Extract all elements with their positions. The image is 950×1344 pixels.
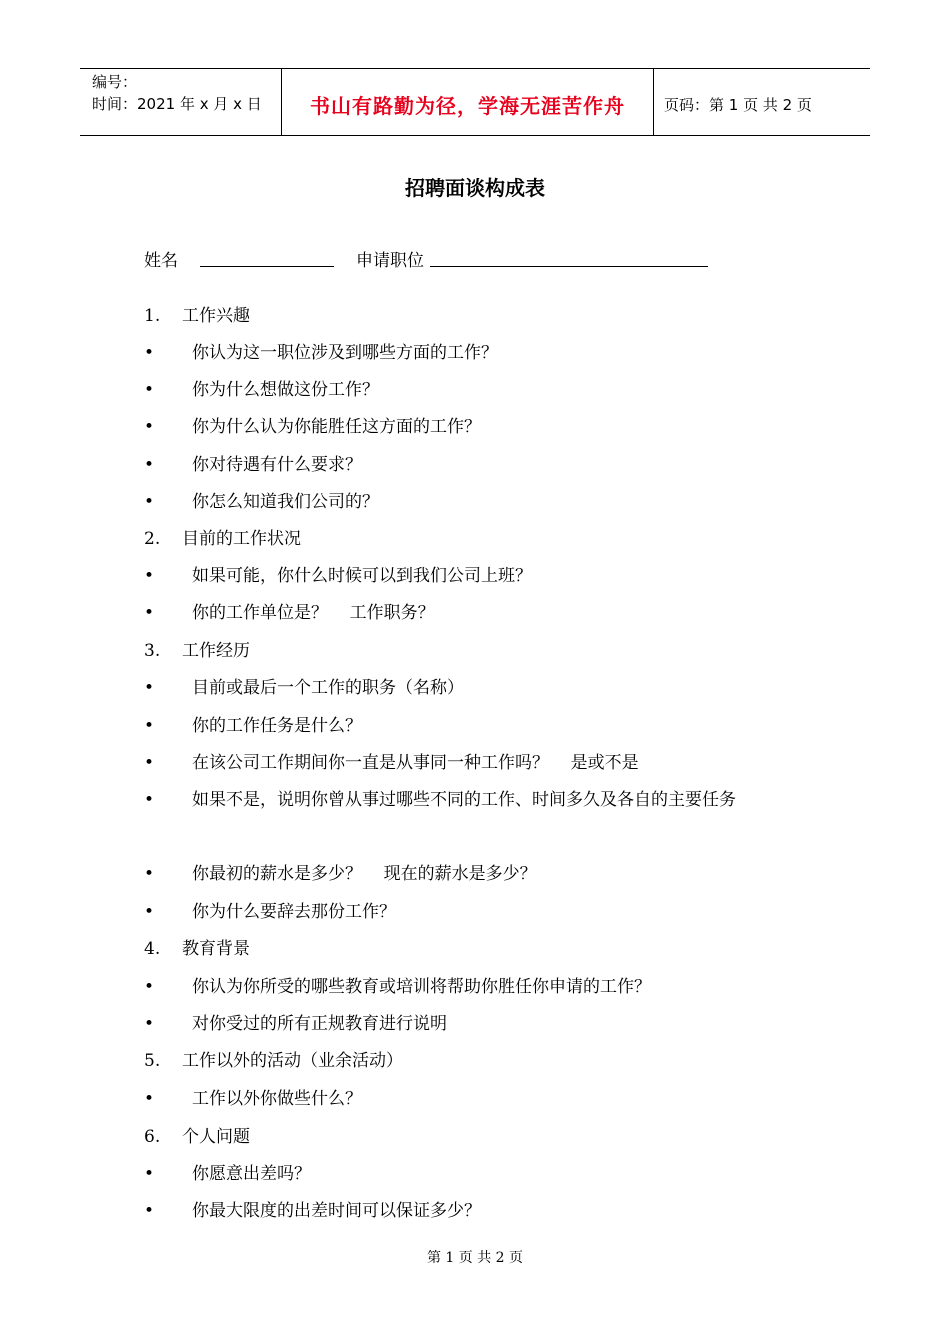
question-text: 你认为你所受的哪些教育或培训将帮助你胜任你申请的工作？ xyxy=(192,977,651,997)
question-text: 你的工作单位是？ 工作职务？ xyxy=(192,603,435,623)
header-meta-cell xyxy=(80,69,282,135)
bullet-icon: • xyxy=(144,1089,155,1109)
section-title: 工作以外的活动（业余活动） xyxy=(182,1051,403,1071)
bullet-icon: • xyxy=(144,492,155,512)
bullet-icon: • xyxy=(144,343,155,363)
question-text: 你怎么知道我们公司的？ xyxy=(192,492,379,512)
question-text: 如果可能，你什么时候可以到我们公司上班？ xyxy=(192,566,532,586)
question-item xyxy=(144,751,639,775)
question-item xyxy=(144,341,498,365)
bullet-icon: • xyxy=(144,1201,155,1221)
question-text: 你为什么想做这份工作？ xyxy=(192,380,379,400)
question-text: 你对待遇有什么要求？ xyxy=(192,455,362,475)
section-title: 工作兴趣 xyxy=(182,306,250,326)
header-motto: 书山有路勤为径，学海无涯苦作舟 xyxy=(310,93,625,118)
section-heading xyxy=(144,527,301,551)
bullet-icon: • xyxy=(144,716,155,736)
question-item xyxy=(144,490,379,514)
name-blank xyxy=(200,266,334,267)
section-title: 个人问题 xyxy=(182,1127,250,1147)
question-item xyxy=(144,788,736,812)
bullet-icon: • xyxy=(144,790,155,810)
header-time: 时间：2021 年 x 月 x 日 xyxy=(92,95,262,113)
question-item xyxy=(144,862,537,886)
question-item xyxy=(144,601,435,625)
question-text: 在该公司工作期间你一直是从事同一种工作吗？ 是或不是 xyxy=(192,753,639,773)
section-number: 6. xyxy=(144,1127,161,1147)
section-heading xyxy=(144,1125,250,1149)
question-text: 你的工作任务是什么？ xyxy=(192,716,362,736)
header-number: 编号： xyxy=(92,73,138,91)
section-title: 教育背景 xyxy=(182,939,250,959)
name-label: 姓名 xyxy=(144,251,178,271)
question-item xyxy=(144,1012,447,1036)
question-item xyxy=(144,1199,481,1223)
question-item xyxy=(144,378,379,402)
position-label: 申请职位 xyxy=(356,251,424,271)
section-number: 1. xyxy=(144,306,161,326)
header-page-number: 页码：第 1 页 共 2 页 xyxy=(664,95,812,114)
question-text: 你认为这一职位涉及到哪些方面的工作？ xyxy=(192,343,498,363)
question-item xyxy=(144,415,481,439)
section-heading xyxy=(144,937,250,961)
bullet-icon: • xyxy=(144,417,155,437)
bullet-icon: • xyxy=(144,380,155,400)
section-title: 目前的工作状况 xyxy=(182,529,301,549)
section-number: 2. xyxy=(144,529,161,549)
bullet-icon: • xyxy=(144,753,155,773)
applicant-fields xyxy=(144,246,844,270)
bullet-icon: • xyxy=(144,566,155,586)
bullet-icon: • xyxy=(144,864,155,884)
section-number: 3. xyxy=(144,641,161,661)
question-text: 目前或最后一个工作的职务（名称） xyxy=(192,678,464,698)
bullet-icon: • xyxy=(144,977,155,997)
bullet-icon: • xyxy=(144,1014,155,1034)
question-item xyxy=(144,1162,311,1186)
question-item xyxy=(144,676,464,700)
bullet-icon: • xyxy=(144,902,155,922)
section-heading xyxy=(144,1049,403,1073)
question-text: 对你受过的所有正规教育进行说明 xyxy=(192,1014,447,1034)
document-header xyxy=(80,68,870,136)
question-text: 你最初的薪水是多少？ 现在的薪水是多少？ xyxy=(192,864,537,884)
section-title: 工作经历 xyxy=(182,641,250,661)
bullet-icon: • xyxy=(144,1164,155,1184)
question-text: 工作以外你做些什么？ xyxy=(192,1089,362,1109)
section-heading xyxy=(144,304,250,328)
question-item xyxy=(144,1087,362,1111)
question-item xyxy=(144,900,396,924)
question-item xyxy=(144,564,532,588)
question-text: 你为什么要辞去那份工作？ xyxy=(192,902,396,922)
page-footer: 第 1 页 共 2 页 xyxy=(426,1250,524,1266)
bullet-icon: • xyxy=(144,455,155,475)
bullet-icon: • xyxy=(144,678,155,698)
section-number: 5. xyxy=(144,1051,161,1071)
bullet-icon: • xyxy=(144,603,155,623)
question-item xyxy=(144,453,362,477)
question-text: 你最大限度的出差时间可以保证多少？ xyxy=(192,1201,481,1221)
question-item xyxy=(144,975,651,999)
question-text: 你愿意出差吗？ xyxy=(192,1164,311,1184)
question-text: 你为什么认为你能胜任这方面的工作？ xyxy=(192,417,481,437)
question-text: 如果不是，说明你曾从事过哪些不同的工作、时间多久及各自的主要任务 xyxy=(192,790,736,810)
section-heading xyxy=(144,639,250,663)
question-item xyxy=(144,714,362,738)
document-title: 招聘面谈构成表 xyxy=(405,176,545,200)
section-number: 4. xyxy=(144,939,161,959)
position-blank xyxy=(430,266,708,267)
header-page-cell xyxy=(654,69,870,135)
header-motto-cell xyxy=(282,69,654,135)
